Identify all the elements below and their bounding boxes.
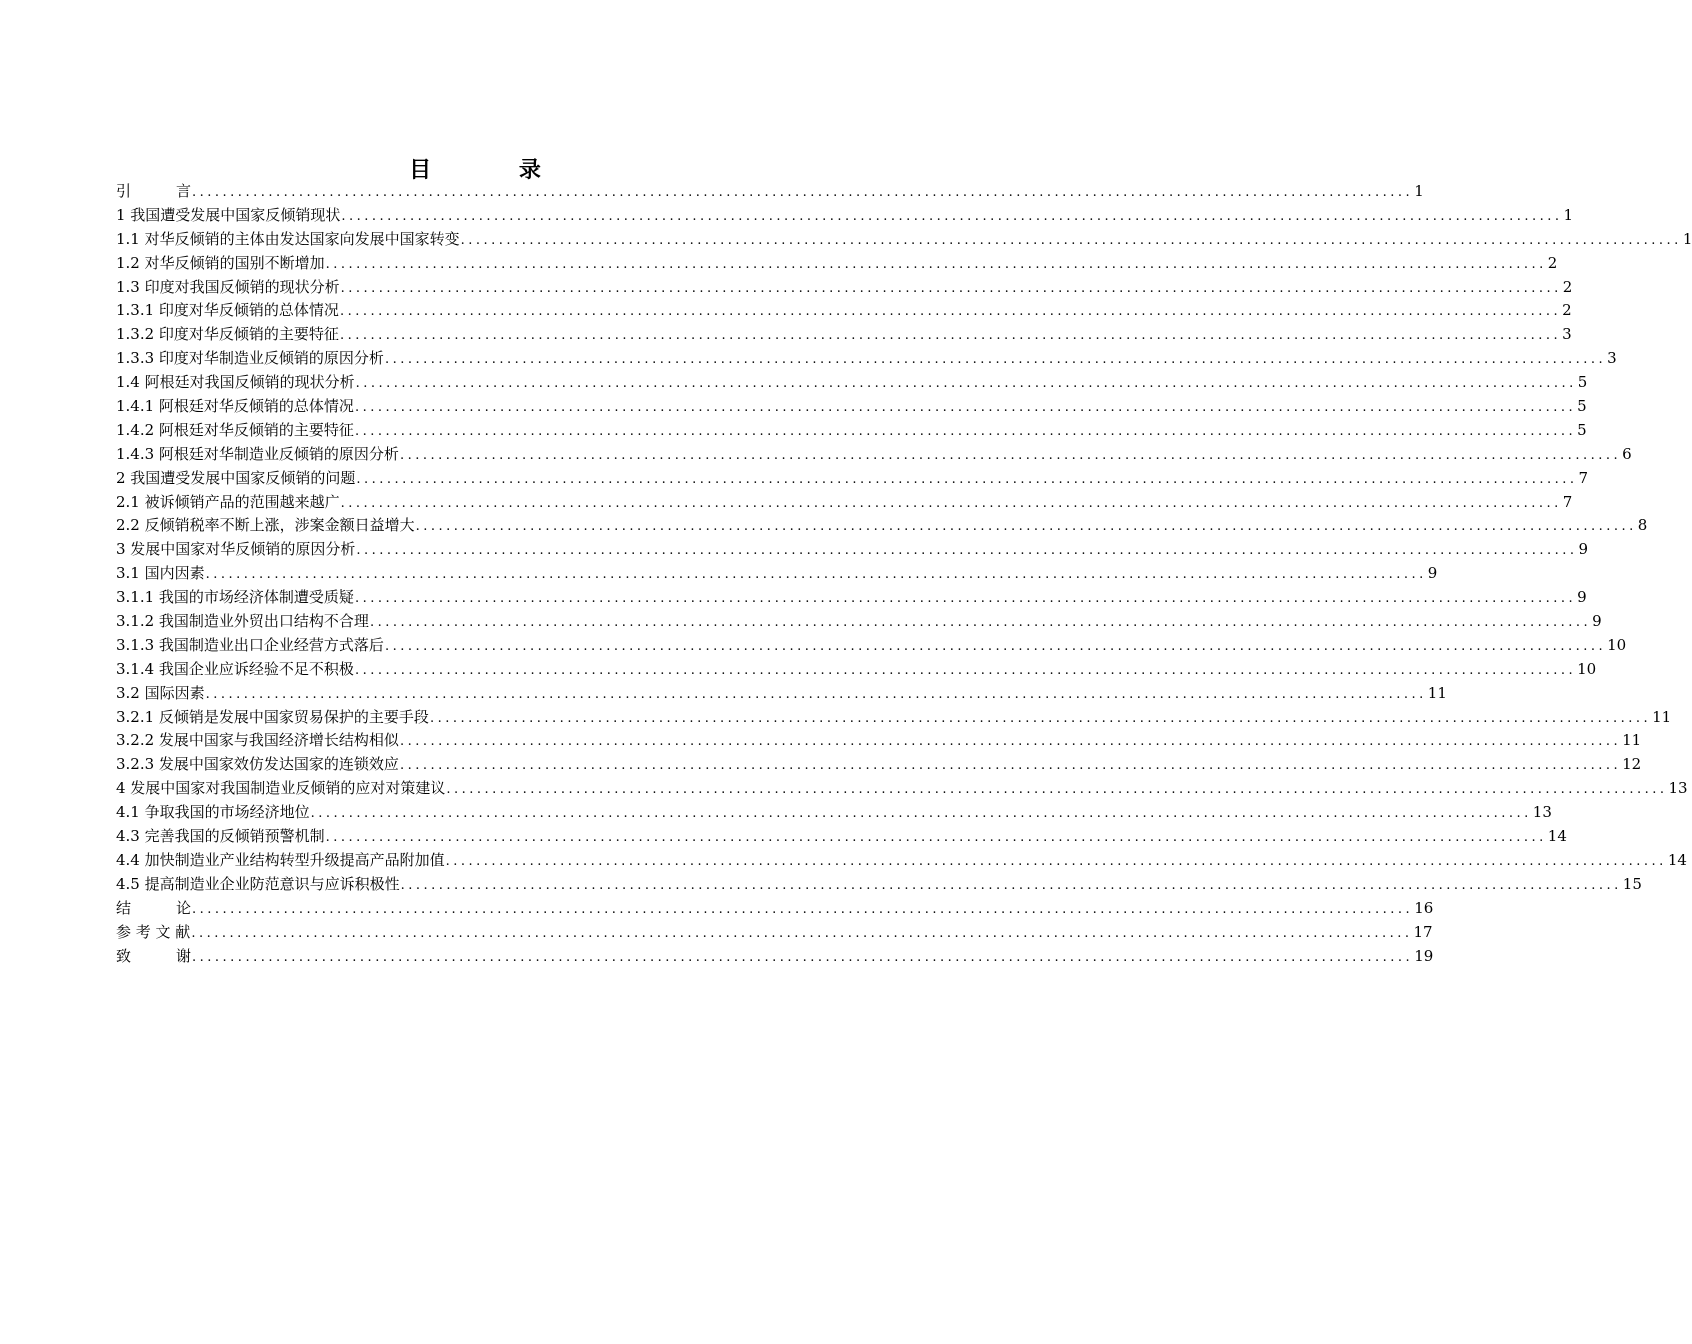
- toc-entry-page: 10: [1577, 659, 1597, 678]
- toc-entry-page: 11: [1652, 707, 1672, 726]
- toc-leader-dots: ................................................................................................................................................................: [355, 376, 1577, 392]
- toc-leader-dots: ................................................................................................................................................................: [191, 925, 1413, 941]
- toc-leader-dots: ................................................................................................................................................................: [325, 256, 1547, 272]
- toc-entry-label: 3.1.1 我国的市场经济体制遭受质疑: [116, 588, 354, 607]
- toc-entry-label: 1.2 对华反倾销的国别不断增加: [116, 253, 325, 272]
- toc-entry-label: 1.3.1 印度对华反倾销的总体情况: [116, 301, 339, 320]
- toc-entry-page: 17: [1413, 922, 1433, 941]
- toc-entry-page: 15: [1622, 874, 1642, 893]
- toc-entry[interactable]: [116, 777, 1688, 801]
- toc-entry-page: 16: [1414, 898, 1434, 917]
- toc-entry[interactable]: [116, 252, 1558, 276]
- toc-entry-page: 1: [1414, 182, 1424, 200]
- toc-leader-dots: ................................................................................................................................................................: [460, 232, 1682, 248]
- toc-entry-page: 9: [1427, 564, 1438, 583]
- toc-entry[interactable]: [116, 921, 1433, 945]
- toc-entry[interactable]: [116, 753, 1642, 777]
- toc-entry-label: 结 论: [116, 898, 192, 917]
- toc-entry[interactable]: [116, 538, 1589, 562]
- toc-leader-dots: ................................................................................................................................................................: [339, 328, 1562, 344]
- toc-leader-dots: ................................................................................................................................................................: [415, 519, 1637, 535]
- toc-leader-dots: ................................................................................................................................................................: [310, 806, 1532, 822]
- toc-entry-page: 6: [1622, 444, 1632, 463]
- toc-leader-dots: ................................................................................................................................................................: [192, 901, 1414, 917]
- toc-entry-label: 4.5 提高制造业企业防范意识与应诉积极性: [116, 874, 400, 893]
- toc-entry[interactable]: [116, 204, 1574, 228]
- toc-leader-dots: ................................................................................................................................................................: [445, 853, 1667, 869]
- toc-entry-label: 1 我国遭受发展中国家反倾销现状: [116, 205, 341, 224]
- toc-entry-page: 3: [1562, 325, 1572, 344]
- toc-entry-label: 3.1.3 我国制造业出口企业经营方式落后: [116, 635, 384, 654]
- toc-entry-label: 4.1 争取我国的市场经济地位: [116, 803, 310, 822]
- toc-entry-page: 8: [1637, 516, 1648, 535]
- toc-leader-dots: ................................................................................................................................................................: [399, 447, 1622, 463]
- toc-entry-label: 1.3.2 印度对华反倾销的主要特征: [116, 325, 339, 344]
- toc-entry-label: 1.4.3 阿根廷对华制造业反倾销的原因分析: [116, 444, 399, 463]
- toc-leader-dots: ................................................................................................................................................................: [341, 208, 1563, 224]
- toc-leader-dots: ................................................................................................................................................................: [356, 543, 1578, 559]
- toc-entry-label: 4 发展中国家对我国制造业反倾销的应对对策建议: [116, 779, 446, 798]
- toc-leader-dots: ................................................................................................................................................................: [400, 877, 1622, 893]
- toc-entry-label: 1.4 阿根廷对我国反倾销的现状分析: [116, 373, 355, 392]
- toc-entry[interactable]: [116, 180, 1424, 204]
- toc-leader-dots: ................................................................................................................................................................: [446, 782, 1668, 798]
- toc-leader-dots: ................................................................................................................................................................: [356, 471, 1578, 487]
- toc-entry[interactable]: [116, 514, 1648, 538]
- toc-entry-label: 3.2 国际因素: [116, 683, 205, 702]
- toc-entry-page: 11: [1427, 683, 1447, 702]
- toc-leader-dots: ................................................................................................................................................................: [369, 615, 1592, 631]
- toc-entry[interactable]: [116, 658, 1597, 682]
- toc-entry[interactable]: [116, 634, 1627, 658]
- toc-entry-page: 19: [1414, 946, 1434, 965]
- toc-entry[interactable]: [116, 371, 1588, 395]
- toc-entry[interactable]: [116, 849, 1687, 873]
- toc-entry[interactable]: [116, 562, 1438, 586]
- toc-entry[interactable]: [116, 323, 1572, 347]
- toc-entry-label: 1.4.1 阿根廷对华反倾销的总体情况: [116, 397, 354, 416]
- toc-entry[interactable]: [116, 491, 1573, 515]
- toc-entry-page: 1: [1682, 229, 1692, 248]
- toc-entry-label: 1.3.3 印度对华制造业反倾销的原因分析: [116, 349, 384, 368]
- toc-entry[interactable]: [116, 682, 1447, 706]
- toc-leader-dots: ................................................................................................................................................................: [354, 400, 1577, 416]
- toc-entry[interactable]: [116, 873, 1642, 897]
- toc-entry-label: 3.2.2 发展中国家与我国经济增长结构相似: [116, 731, 399, 750]
- toc-entry-label: 参 考 文 献: [116, 922, 191, 941]
- toc-entry-page: 2: [1562, 301, 1572, 320]
- toc-entry-page: 7: [1578, 468, 1589, 487]
- table-of-contents: [116, 180, 1692, 968]
- toc-entry-page: 10: [1607, 635, 1627, 654]
- toc-entry-page: 1: [1563, 205, 1574, 224]
- toc-entry-label: 1.3 印度对我国反倾销的现状分析: [116, 277, 340, 296]
- toc-entry-page: 12: [1622, 755, 1642, 774]
- toc-entry-page: 14: [1667, 850, 1687, 869]
- toc-leader-dots: ................................................................................................................................................................: [429, 710, 1652, 726]
- toc-entry[interactable]: [116, 706, 1672, 730]
- toc-leader-dots: ................................................................................................................................................................: [205, 567, 1427, 583]
- toc-entry-label: 3.2.1 反倾销是发展中国家贸易保护的主要手段: [116, 707, 429, 726]
- toc-entry-label: 2 我国遭受发展中国家反倾销的问题: [116, 468, 356, 487]
- toc-entry[interactable]: [116, 395, 1587, 419]
- toc-leader-dots: ................................................................................................................................................................: [354, 591, 1577, 607]
- toc-entry[interactable]: [116, 729, 1642, 753]
- toc-entry-page: 9: [1578, 540, 1589, 559]
- toc-entry-page: 14: [1547, 827, 1567, 846]
- toc-entry-page: 5: [1577, 373, 1588, 392]
- toc-entry-label: 3.2.3 发展中国家效仿发达国家的连锁效应: [116, 755, 399, 774]
- toc-entry-label: 1.4.2 阿根廷对华反倾销的主要特征: [116, 420, 354, 439]
- toc-entry-label: 3.1.2 我国制造业外贸出口结构不合理: [116, 612, 369, 631]
- toc-leader-dots: ................................................................................................................................................................: [399, 758, 1622, 774]
- toc-leader-dots: ................................................................................................................................................................: [384, 352, 1607, 368]
- toc-entry-page: 13: [1668, 779, 1688, 798]
- toc-leader-dots: ................................................................................................................................................................: [192, 949, 1414, 965]
- toc-entry[interactable]: [116, 276, 1573, 300]
- toc-entry[interactable]: [116, 825, 1567, 849]
- toc-entry[interactable]: [116, 228, 1692, 252]
- toc-entry[interactable]: [116, 347, 1617, 371]
- toc-leader-dots: ................................................................................................................................................................: [340, 495, 1562, 511]
- toc-entry[interactable]: [116, 443, 1632, 467]
- toc-entry[interactable]: [116, 897, 1434, 921]
- toc-entry[interactable]: [116, 801, 1552, 825]
- toc-entry[interactable]: [116, 419, 1587, 443]
- toc-entry-page: 7: [1562, 492, 1573, 511]
- toc-entry-page: 2: [1547, 253, 1558, 272]
- toc-leader-dots: ................................................................................................................................................................: [384, 638, 1607, 654]
- toc-entry-label: 致 谢: [116, 946, 192, 965]
- toc-entry-label: 3.1 国内因素: [116, 564, 205, 583]
- toc-entry[interactable]: [116, 945, 1434, 969]
- toc-leader-dots: ................................................................................................................................................................: [340, 280, 1562, 296]
- toc-entry[interactable]: [116, 610, 1602, 634]
- toc-entry-page: 5: [1577, 397, 1587, 416]
- toc-entry-page: 5: [1577, 420, 1587, 439]
- toc-entry-page: 2: [1562, 277, 1573, 296]
- toc-entry-label: 2.2 反倾销税率不断上涨，涉案金额日益增大: [116, 516, 415, 535]
- toc-leader-dots: ................................................................................................................................................................: [192, 185, 1414, 200]
- toc-entry-label: 引 言: [116, 182, 192, 200]
- toc-leader-dots: ................................................................................................................................................................: [205, 686, 1427, 702]
- page-title: 目 录: [409, 158, 581, 183]
- toc-entry[interactable]: [116, 586, 1587, 610]
- toc-entry-label: 4.3 完善我国的反倾销预警机制: [116, 827, 325, 846]
- toc-entry-label: 2.1 被诉倾销产品的范围越来越广: [116, 492, 340, 511]
- toc-entry-page: 3: [1607, 349, 1617, 368]
- toc-entry[interactable]: [116, 299, 1572, 323]
- toc-entry-label: 3 发展中国家对华反倾销的原因分析: [116, 540, 356, 559]
- toc-leader-dots: ................................................................................................................................................................: [354, 662, 1577, 678]
- toc-leader-dots: ................................................................................................................................................................: [325, 830, 1547, 846]
- toc-entry-label: 4.4 加快制造业产业结构转型升级提高产品附加值: [116, 850, 445, 869]
- toc-entry-page: 9: [1577, 588, 1587, 607]
- toc-entry-page: 9: [1592, 612, 1602, 631]
- toc-leader-dots: ................................................................................................................................................................: [399, 734, 1622, 750]
- toc-entry-page: 13: [1532, 803, 1552, 822]
- toc-entry-page: 11: [1622, 731, 1642, 750]
- toc-entry[interactable]: [116, 467, 1589, 491]
- toc-entry-label: 3.1.4 我国企业应诉经验不足不积极: [116, 659, 354, 678]
- toc-leader-dots: ................................................................................................................................................................: [339, 304, 1562, 320]
- toc-entry-label: 1.1 对华反倾销的主体由发达国家向发展中国家转变: [116, 229, 460, 248]
- toc-leader-dots: ................................................................................................................................................................: [354, 423, 1577, 439]
